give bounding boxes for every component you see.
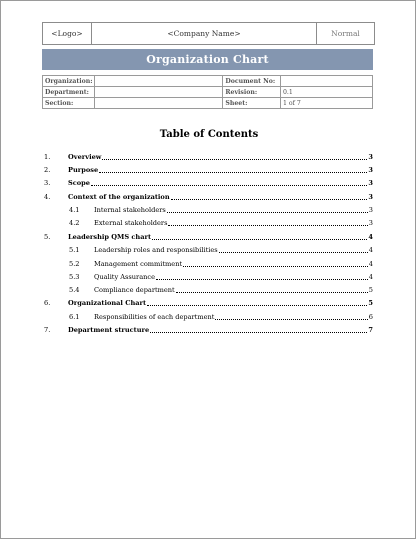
department-label: Department: [43, 87, 95, 98]
toc-entry-label: External stakeholders [94, 219, 168, 227]
document-title: Organization Chart [42, 49, 373, 70]
toc-entry-label: Internal stakeholders [94, 206, 166, 214]
toc-dot-leader [152, 232, 367, 240]
toc-entry[interactable] [1, 312, 416, 323]
toc-entry-number: 5.2 [69, 260, 80, 268]
toc-entry-line [94, 205, 373, 216]
toc-entry[interactable] [1, 205, 416, 216]
toc-entry-page: 3 [368, 206, 373, 214]
toc-entry-line [68, 178, 373, 189]
toc-entry-line [94, 218, 373, 229]
toc-entry-page: 3 [368, 219, 373, 227]
sheet-value: 1 of 7 [280, 98, 372, 109]
toc-entry-line [94, 312, 373, 323]
toc-entry-number: 4. [44, 193, 51, 201]
toc-heading: Table of Contents [159, 129, 259, 140]
toc-entry-number: 6. [44, 299, 51, 307]
toc-entry-number: 1. [44, 153, 51, 161]
section-label: Section: [43, 98, 95, 109]
toc-dot-leader [156, 272, 368, 280]
toc-dot-leader [171, 192, 368, 200]
toc-dot-leader [168, 218, 367, 226]
toc-entry-number: 7. [44, 326, 51, 334]
toc-entry-page: 5 [368, 286, 373, 294]
toc-entry-page: 3 [368, 166, 373, 174]
toc-entry-line [68, 192, 373, 203]
toc-entry-line [68, 152, 373, 163]
company-name: <Company Name> [92, 23, 317, 44]
toc-entry-page: 3 [368, 193, 373, 201]
toc-entry-label: Scope [68, 179, 90, 187]
toc-entry-label: Purpose [68, 166, 99, 174]
toc-entry-line [94, 285, 373, 296]
toc-entry[interactable] [1, 152, 416, 163]
toc-entry-number: 5.3 [69, 273, 80, 281]
document-no-value [280, 76, 372, 87]
toc-entry[interactable] [1, 285, 416, 296]
header-box [42, 22, 375, 45]
revision-value: 0.1 [280, 87, 372, 98]
toc-entry[interactable] [1, 178, 416, 189]
toc-dot-leader [99, 165, 367, 173]
toc-entry-label: Leadership roles and responsibilities [94, 246, 218, 254]
table-row [43, 98, 373, 109]
toc-entry-page: 3 [368, 179, 373, 187]
toc-dot-leader [176, 285, 368, 293]
toc-entry-number: 5.4 [69, 286, 80, 294]
document-status: Normal [331, 29, 360, 38]
toc-entry[interactable] [1, 165, 416, 176]
toc-entry-page: 4 [368, 273, 373, 281]
toc-entry-page: 4 [368, 233, 373, 241]
toc-dot-leader [147, 298, 367, 306]
section-value [95, 98, 223, 109]
toc-entry-page: 7 [368, 326, 373, 334]
toc-entry-page: 3 [368, 153, 373, 161]
toc-entry-number: 3. [44, 179, 51, 187]
toc-entry[interactable] [1, 272, 416, 283]
table-row [43, 87, 373, 98]
document-info-table [42, 75, 373, 109]
toc-entry-number: 6.1 [69, 313, 80, 321]
toc-entry-number: 5.1 [69, 246, 80, 254]
toc-entry-page: 6 [368, 313, 373, 321]
toc-entry-number: 4.1 [69, 206, 80, 214]
toc-entry[interactable] [1, 232, 416, 243]
toc-entry-line [68, 232, 373, 243]
toc-dot-leader [215, 312, 367, 320]
toc-entry-line [68, 325, 373, 336]
toc-entry-line [94, 245, 373, 256]
toc-entry-label: Overview [68, 153, 102, 161]
toc-entry-page: 4 [368, 260, 373, 268]
toc-entry[interactable] [1, 192, 416, 203]
toc-entry-label: Quality Assurance [94, 273, 155, 281]
toc-entry-label: Management commitment [94, 260, 183, 268]
toc-entry-line [94, 259, 373, 270]
toc-entry-label: Department structure [68, 326, 150, 334]
revision-label: Revision: [223, 87, 281, 98]
toc-dot-leader [219, 245, 368, 253]
toc-dot-leader [150, 325, 367, 333]
toc-entry-number: 4.2 [69, 219, 80, 227]
toc-entry-label: Compliance department [94, 286, 175, 294]
toc-entry-label: Organizational Chart [68, 299, 147, 307]
toc-dot-leader [183, 259, 368, 267]
sheet-label: Sheet: [223, 98, 281, 109]
toc-dot-leader [102, 152, 367, 160]
toc-entry-line [68, 298, 373, 309]
table-row [43, 76, 373, 87]
document-no-label: Document No: [223, 76, 281, 87]
toc-entry[interactable] [1, 325, 416, 336]
toc-dot-leader [91, 178, 367, 186]
toc-entry-number: 2. [44, 166, 51, 174]
toc-dot-leader [167, 205, 368, 213]
toc-entry-page: 4 [368, 246, 373, 254]
logo-placeholder: <Logo> [43, 23, 92, 44]
toc-entry-label: Responsibilities of each department [94, 313, 215, 321]
toc-entry[interactable] [1, 259, 416, 270]
toc-entry-label: Leadership QMS chart [68, 233, 152, 241]
toc-entry[interactable] [1, 245, 416, 256]
toc-entry[interactable] [1, 218, 416, 229]
toc-entry-line [68, 165, 373, 176]
toc-entry-line [94, 272, 373, 283]
department-value [95, 87, 223, 98]
toc-entry[interactable] [1, 298, 416, 309]
organization-label: Organization: [43, 76, 95, 87]
toc-entry-page: 5 [368, 299, 373, 307]
toc-entry-number: 5. [44, 233, 51, 241]
toc-entry-label: Context of the organization [68, 193, 170, 201]
organization-value [95, 76, 223, 87]
